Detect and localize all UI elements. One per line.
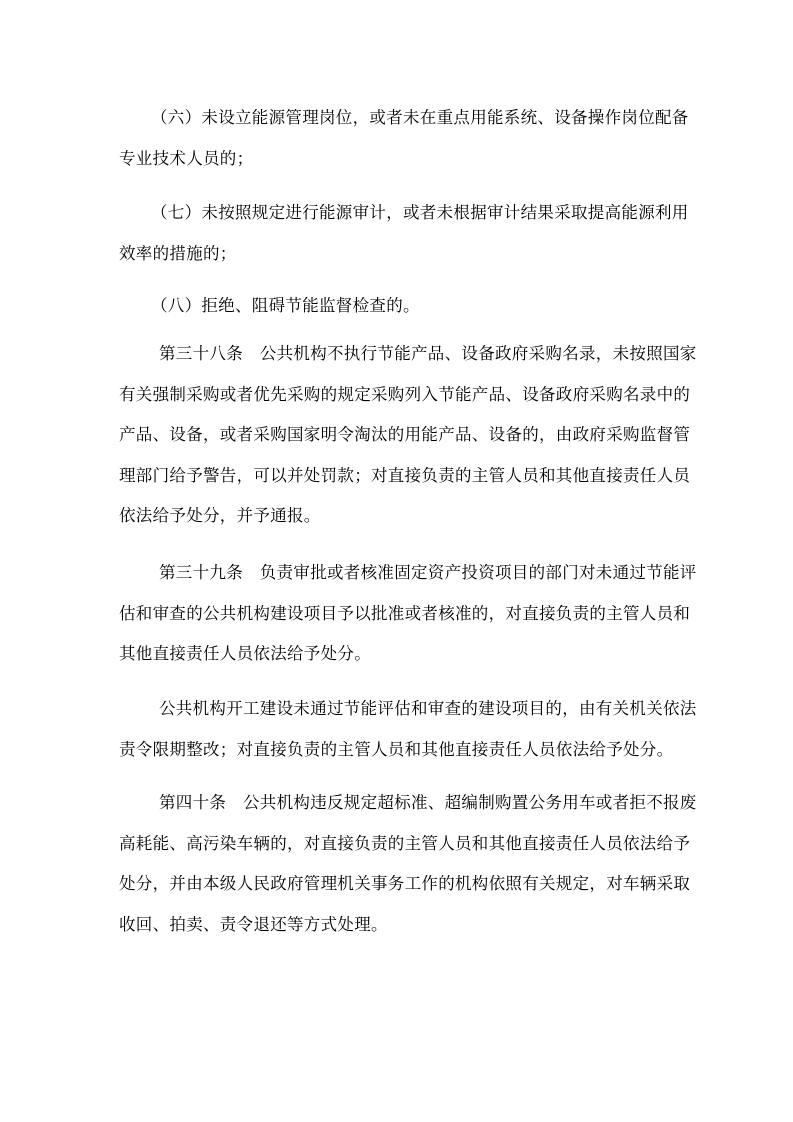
paragraph-item-7 [119, 193, 689, 274]
paragraph-line: 收回、拍卖、责令退还等方式处理。 [119, 914, 388, 934]
article-39 [119, 553, 697, 675]
paragraph-line: 责令限期整改；对直接负责的主管人员和其他直接责任人员依法给予处分。 [119, 739, 674, 759]
paragraph-line: 第三十九条 负责审批或者核准固定资产投资项目的部门对未通过节能评 [159, 563, 697, 582]
paragraph-line: （六）未设立能源管理岗位，或者未在重点用能系统、设备操作岗位配备 [151, 108, 689, 127]
paragraph-line: （八）拒绝、阻碍节能监督检查的。 [151, 296, 420, 315]
paragraph-line: 公共机构开工建设未通过节能评估和审查的建设项目的，由有关机关依法 [159, 699, 697, 718]
paragraph-line: 依法给予处分，并予通报。 [119, 506, 321, 525]
paragraph-line: 效率的措施的； [119, 243, 237, 263]
paragraph-line: 估和审查的公共机构建设项目予以批准或者核准的，对直接负责的主管人员和 [119, 603, 691, 623]
paragraph-line: 产品、设备，或者采购国家明令淘汰的用能产品、设备的，由政府采购监督管 [119, 425, 691, 444]
paragraph-line: （七）未按照规定进行能源审计，或者未根据审计结果采取提高能源利用 [151, 203, 689, 222]
article-38 [119, 334, 697, 537]
paragraph-line: 专业技术人员的； [119, 148, 254, 168]
paragraph-line: 处分，并由本级人民政府管理机关事务工作的机构依照有关规定，对车辆采取 [119, 874, 691, 893]
article-39-paragraph-2 [119, 689, 697, 770]
paragraph-line: 有关强制采购或者优先采购的规定采购列入节能产品、设备政府采购名录中的 [119, 384, 691, 404]
paragraph-item-8 [119, 286, 679, 327]
paragraph-line: 理部门给予警告，可以并处罚款；对直接负责的主管人员和其他直接责任人员 [119, 465, 691, 485]
paragraph-line: 第四十条 公共机构违反规定超标准、超编制购置公务用车或者拒不报废 [159, 793, 697, 812]
paragraph-line: 第三十八条 公共机构不执行节能产品、设备政府采购名录，未按照国家 [159, 344, 697, 363]
paragraph-line: 高耗能、高污染车辆的，对直接负责的主管人员和其他直接责任人员依法给予 [119, 833, 691, 853]
paragraph-line: 其他直接责任人员依法给予处分。 [119, 644, 371, 663]
paragraph-item-6 [119, 98, 689, 179]
article-40 [119, 783, 697, 945]
